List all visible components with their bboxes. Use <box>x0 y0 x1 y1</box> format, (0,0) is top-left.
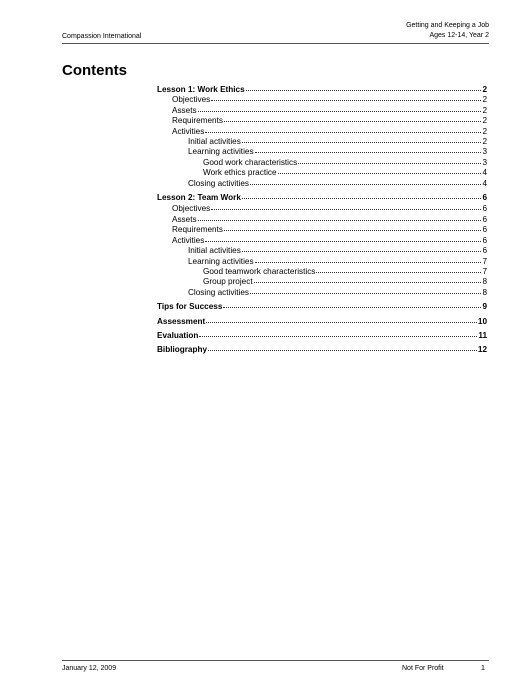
toc-entry-page: 6 <box>482 204 487 214</box>
toc-entry[interactable] <box>157 302 487 312</box>
toc-entry-page: 2 <box>482 126 487 136</box>
toc-entry-page: 6 <box>482 214 487 224</box>
header-doc-info <box>406 21 489 40</box>
toc-dot-leader <box>254 282 482 283</box>
toc-entry-page: 8 <box>482 287 487 297</box>
footer-page-number: 1 <box>480 663 485 672</box>
toc-entry-label: Closing activities <box>188 287 249 297</box>
toc-entry[interactable] <box>157 116 487 126</box>
toc-entry[interactable] <box>157 215 487 225</box>
toc-entry-label: Assessment <box>157 316 206 326</box>
toc-entry[interactable] <box>157 236 487 246</box>
toc-entry-page: 6 <box>482 225 487 235</box>
toc-dot-leader <box>205 132 481 133</box>
toc-entry-label: Initial activities <box>188 137 241 147</box>
toc-entry-label: Closing activities <box>188 178 249 188</box>
toc-entry-label: Activities <box>172 235 205 245</box>
toc-dot-leader <box>205 241 481 242</box>
toc-entry-page: 10 <box>477 316 487 326</box>
toc-dot-leader <box>250 293 481 294</box>
toc-entry[interactable] <box>157 95 487 105</box>
toc-entry[interactable] <box>157 331 487 341</box>
footer-date: January 12, 2009 <box>62 665 117 672</box>
toc-dot-leader <box>211 209 481 210</box>
toc-entry-label: Learning activities <box>188 256 254 266</box>
toc-entry-page: 2 <box>482 137 487 147</box>
toc-dot-leader <box>278 173 482 174</box>
toc-entry[interactable] <box>157 179 487 189</box>
toc-entry-label: Bibliography <box>157 345 208 355</box>
toc-dot-leader <box>316 272 481 273</box>
toc-entry-page: 6 <box>482 235 487 245</box>
toc-dot-leader <box>199 336 477 337</box>
toc-entry[interactable] <box>157 127 487 137</box>
toc-entry-label: Activities <box>172 126 205 136</box>
toc-dot-leader <box>198 111 482 112</box>
toc-entry[interactable] <box>157 225 487 235</box>
toc-entry-page: 9 <box>482 302 487 312</box>
toc-dot-leader <box>224 121 481 122</box>
toc-entry-label: Work ethics practice <box>203 168 277 178</box>
toc-dot-leader <box>211 100 481 101</box>
toc-dot-leader <box>206 322 477 323</box>
toc-entry-label: Good teamwork characteristics <box>203 266 316 276</box>
toc-entry[interactable] <box>157 147 487 157</box>
toc-entry[interactable] <box>157 277 487 287</box>
toc-entry[interactable] <box>157 345 487 355</box>
toc-entry[interactable] <box>157 106 487 116</box>
toc-dot-leader <box>224 230 481 231</box>
header-doc-title: Getting and Keeping a Job <box>406 22 489 29</box>
toc-dot-leader <box>298 163 481 164</box>
toc-entry[interactable] <box>157 257 487 267</box>
toc-entry-page: 4 <box>482 168 487 178</box>
toc-entry-label: Objectives <box>172 204 211 214</box>
toc-entry[interactable] <box>157 267 487 277</box>
toc-entry[interactable] <box>157 288 487 298</box>
toc-entry-page: 2 <box>482 116 487 126</box>
toc-entry-page: 12 <box>477 345 487 355</box>
toc-entry[interactable] <box>157 85 487 95</box>
toc-dot-leader <box>246 90 482 91</box>
toc-entry-page: 6 <box>482 246 487 256</box>
toc-entry[interactable] <box>157 168 487 178</box>
toc-entry-label: Tips for Success <box>157 302 223 312</box>
toc-entry-page: 3 <box>482 157 487 167</box>
toc-dot-leader <box>255 152 482 153</box>
toc-entry-page: 11 <box>478 330 487 340</box>
toc-entry[interactable] <box>157 137 487 147</box>
toc-entry[interactable] <box>157 317 487 327</box>
footer-center-text: Not For Profit <box>402 665 444 672</box>
toc-dot-leader <box>242 251 482 252</box>
toc-entry-label: Learning activities <box>188 147 254 157</box>
toc-entry[interactable] <box>157 246 487 256</box>
toc-dot-leader <box>208 350 477 351</box>
toc-entry-label: Group project <box>203 277 253 287</box>
toc-entry-page: 3 <box>482 147 487 157</box>
footer-divider <box>62 660 489 661</box>
toc-entry-page: 4 <box>482 178 487 188</box>
toc-entry-page: 2 <box>482 95 487 105</box>
toc-entry-label: Lesson 1: Work Ethics <box>157 85 245 94</box>
toc-dot-leader <box>250 184 481 185</box>
toc-entry-page: 2 <box>482 85 487 94</box>
toc-entry-label: Lesson 2: Team Work <box>157 193 241 203</box>
toc-entry[interactable] <box>157 158 487 168</box>
toc-entry[interactable] <box>157 204 487 214</box>
toc-entry-label: Requirements <box>172 116 223 126</box>
toc-dot-leader <box>198 220 482 221</box>
toc-entry-label: Objectives <box>172 95 211 105</box>
toc-dot-leader <box>223 307 481 308</box>
toc-entry-label: Assets <box>172 105 197 115</box>
toc-entry-page: 6 <box>482 193 487 203</box>
header-doc-subtitle: Ages 12-14, Year 2 <box>429 31 489 39</box>
page-title: Contents <box>62 62 127 79</box>
toc-entry-label: Evaluation <box>157 330 199 340</box>
toc-entry-label: Requirements <box>172 225 223 235</box>
toc-dot-leader <box>242 198 482 199</box>
toc-entry-label: Good work characteristics <box>203 157 298 167</box>
toc-entry-page: 7 <box>482 256 487 266</box>
table-of-contents <box>157 85 487 357</box>
toc-entry-page: 7 <box>482 266 487 276</box>
header-divider <box>62 43 489 44</box>
toc-entry-page: 8 <box>482 277 487 287</box>
toc-dot-leader <box>242 142 482 143</box>
header-organization: Compassion International <box>62 33 142 40</box>
toc-entry-label: Assets <box>172 214 197 224</box>
toc-entry[interactable] <box>157 193 487 203</box>
toc-dot-leader <box>255 262 482 263</box>
toc-entry-label: Initial activities <box>188 246 241 256</box>
toc-entry-page: 2 <box>482 105 487 115</box>
